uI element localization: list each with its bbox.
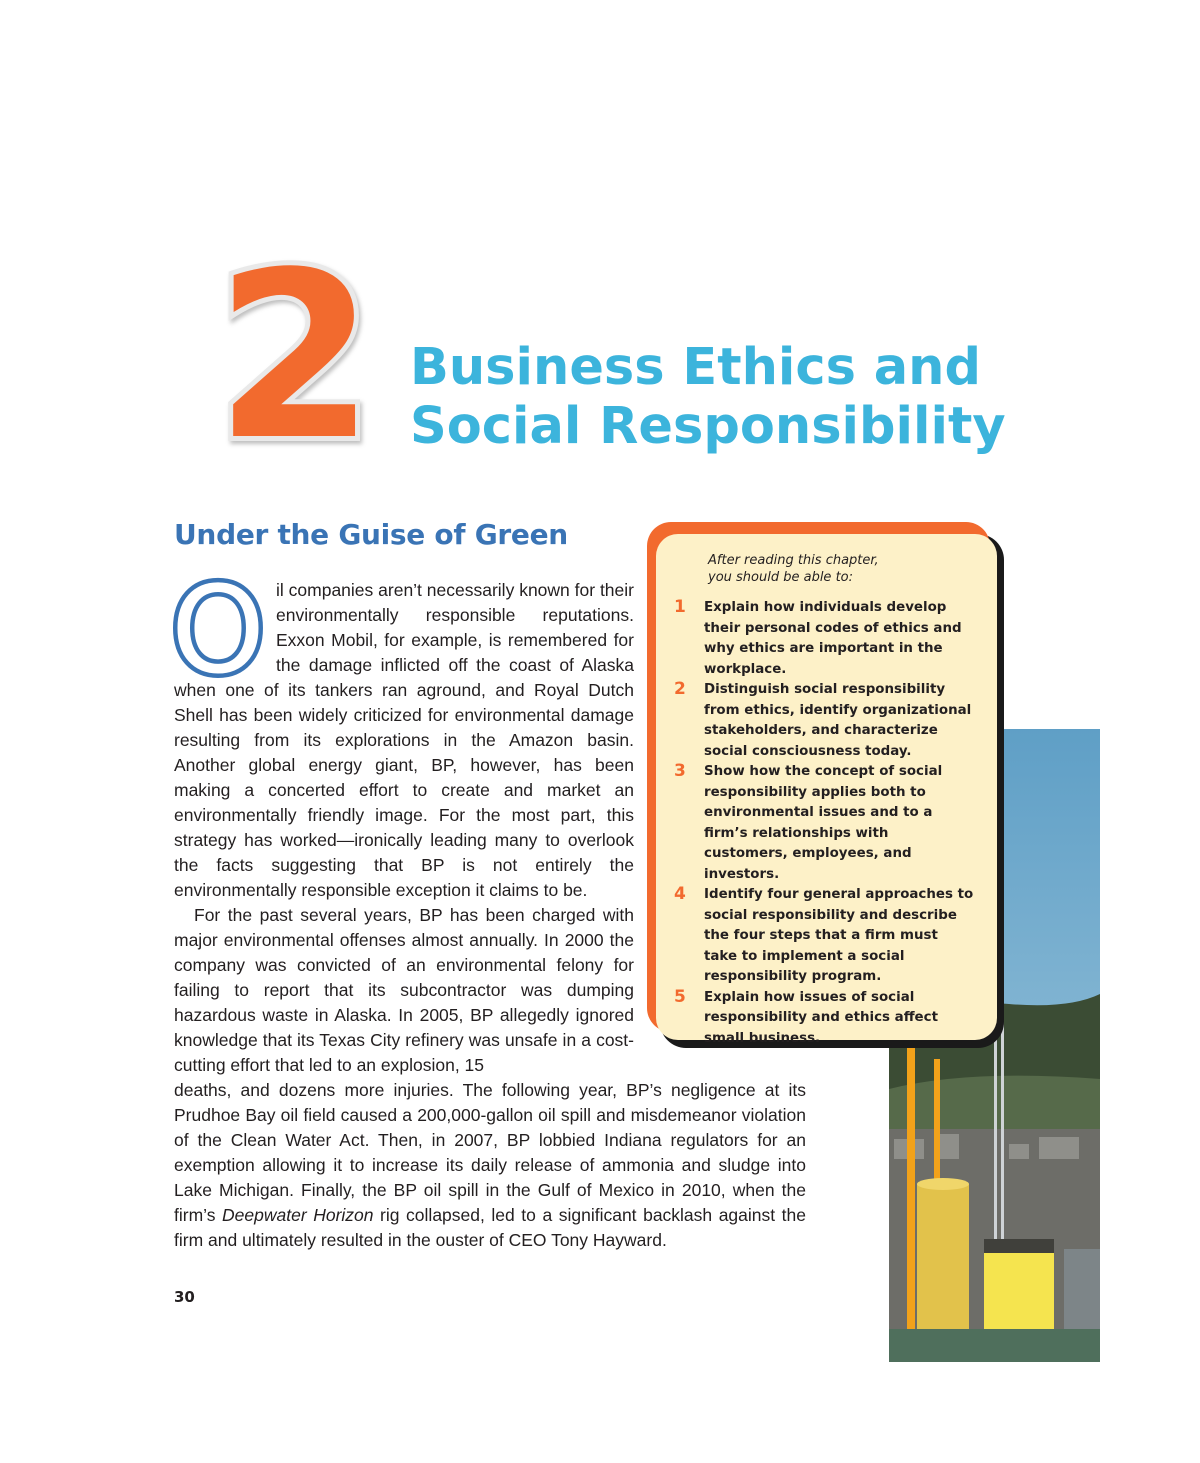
- objective-text: Explain how individuals develop their personal codes of ethics and why ethics are important in the workplace.: [704, 600, 962, 677]
- objective-number: 4: [674, 884, 686, 904]
- section-heading: Under the Guise of Green: [174, 518, 568, 551]
- paragraph-2-italic: Deepwater Horizon: [222, 1205, 374, 1225]
- objective-number: 1: [674, 597, 686, 617]
- paragraph-2: For the past several years, BP has been charged with major environmental offenses almost annually. In 2000 the company was convicted of an environmental felony for failing to report that its subcontractor was dumping hazardous waste in Alaska. In 2005, BP allegedly ignored knowledge that its Texas City refinery was unsafe in a cost-cutting effort that led to an explosion, 15: [174, 905, 634, 1075]
- objective-item: [674, 988, 975, 1050]
- objectives-intro-line2: you should be able to:: [708, 570, 853, 585]
- objective-number: 2: [674, 679, 686, 699]
- objectives-intro-line1: After reading this chapter,: [708, 553, 879, 568]
- objective-text: Explain how issues of social responsibility and ethics affect small business.: [704, 989, 938, 1046]
- chapter-title-line1: Business Ethics and: [410, 338, 981, 397]
- objective-item: [674, 598, 975, 680]
- objective-item: [674, 762, 975, 885]
- chapter-number-graphic: [214, 224, 376, 491]
- objectives-list: [674, 598, 975, 1049]
- objective-item: [674, 885, 975, 988]
- objective-text: Identify four general approaches to social responsibility and describe the four steps that a firm must take to implement a social responsibility program.: [704, 887, 974, 984]
- paragraph-2-cont-a: deaths, and dozens more injuries. The following year, BP’s negligence at its Prudhoe Bay oil field caused a 200,000-gallon oil spill and misdemeanor violation of the Clean Water Act. Then, in 2007, BP lobbied Indiana regulators for an exemption allowing it to increase its daily release of ammonia and sludge into Lake Michigan. Finally, the BP oil spill in the Gulf of Mexico in 2010, when the firm’s: [174, 1080, 806, 1225]
- objective-number: 5: [674, 986, 686, 1007]
- chapter-number: 2: [214, 224, 376, 491]
- drop-cap: [170, 562, 266, 701]
- drop-cap-letter: O: [170, 562, 266, 701]
- chapter-title-line2: Social Responsibility: [410, 397, 1006, 456]
- objective-number: 3: [674, 761, 686, 781]
- objective-text: Show how the concept of social responsibility applies both to environmental issues and to a firm’s relationships with customers, employees, and investors.: [704, 764, 943, 882]
- objective-text: Distinguish social responsibility from ethics, identify organizational stakeholders, and characterize social consciousness today.: [704, 682, 972, 759]
- paragraph-1: il companies aren’t necessarily known for their environmentally responsible reputations. Exxon Mobil, for example, is remembered for the damage inflicted off the coast of Alaska when one of its tankers ran aground, and Royal Dutch Shell has been widely criticized for environmental damage resulting from its explorations in the Amazon basin. Another global energy giant, BP, however, has been making a concerted effort to create and market an environmentally friendly image. For the most part, this strategy has worked—ironically leading many to overlook the facts suggesting that BP is not entirely the environmentally responsible exception it claims to be.: [174, 580, 634, 900]
- page-number: 30: [174, 1288, 195, 1306]
- objectives-intro: [708, 552, 975, 586]
- paragraph-2-cont-b: rig collapsed, led to a significant backlash against the firm and ultimately resulted in the ouster of CEO Tony Hayward.: [174, 1205, 806, 1250]
- paragraph-2-continued: [174, 1078, 806, 1253]
- body-wide-column: [174, 1078, 806, 1253]
- learning-objectives-box: [656, 534, 997, 1046]
- chapter-title: [410, 338, 1006, 456]
- objective-item: [674, 680, 975, 762]
- body-column: [170, 562, 634, 1078]
